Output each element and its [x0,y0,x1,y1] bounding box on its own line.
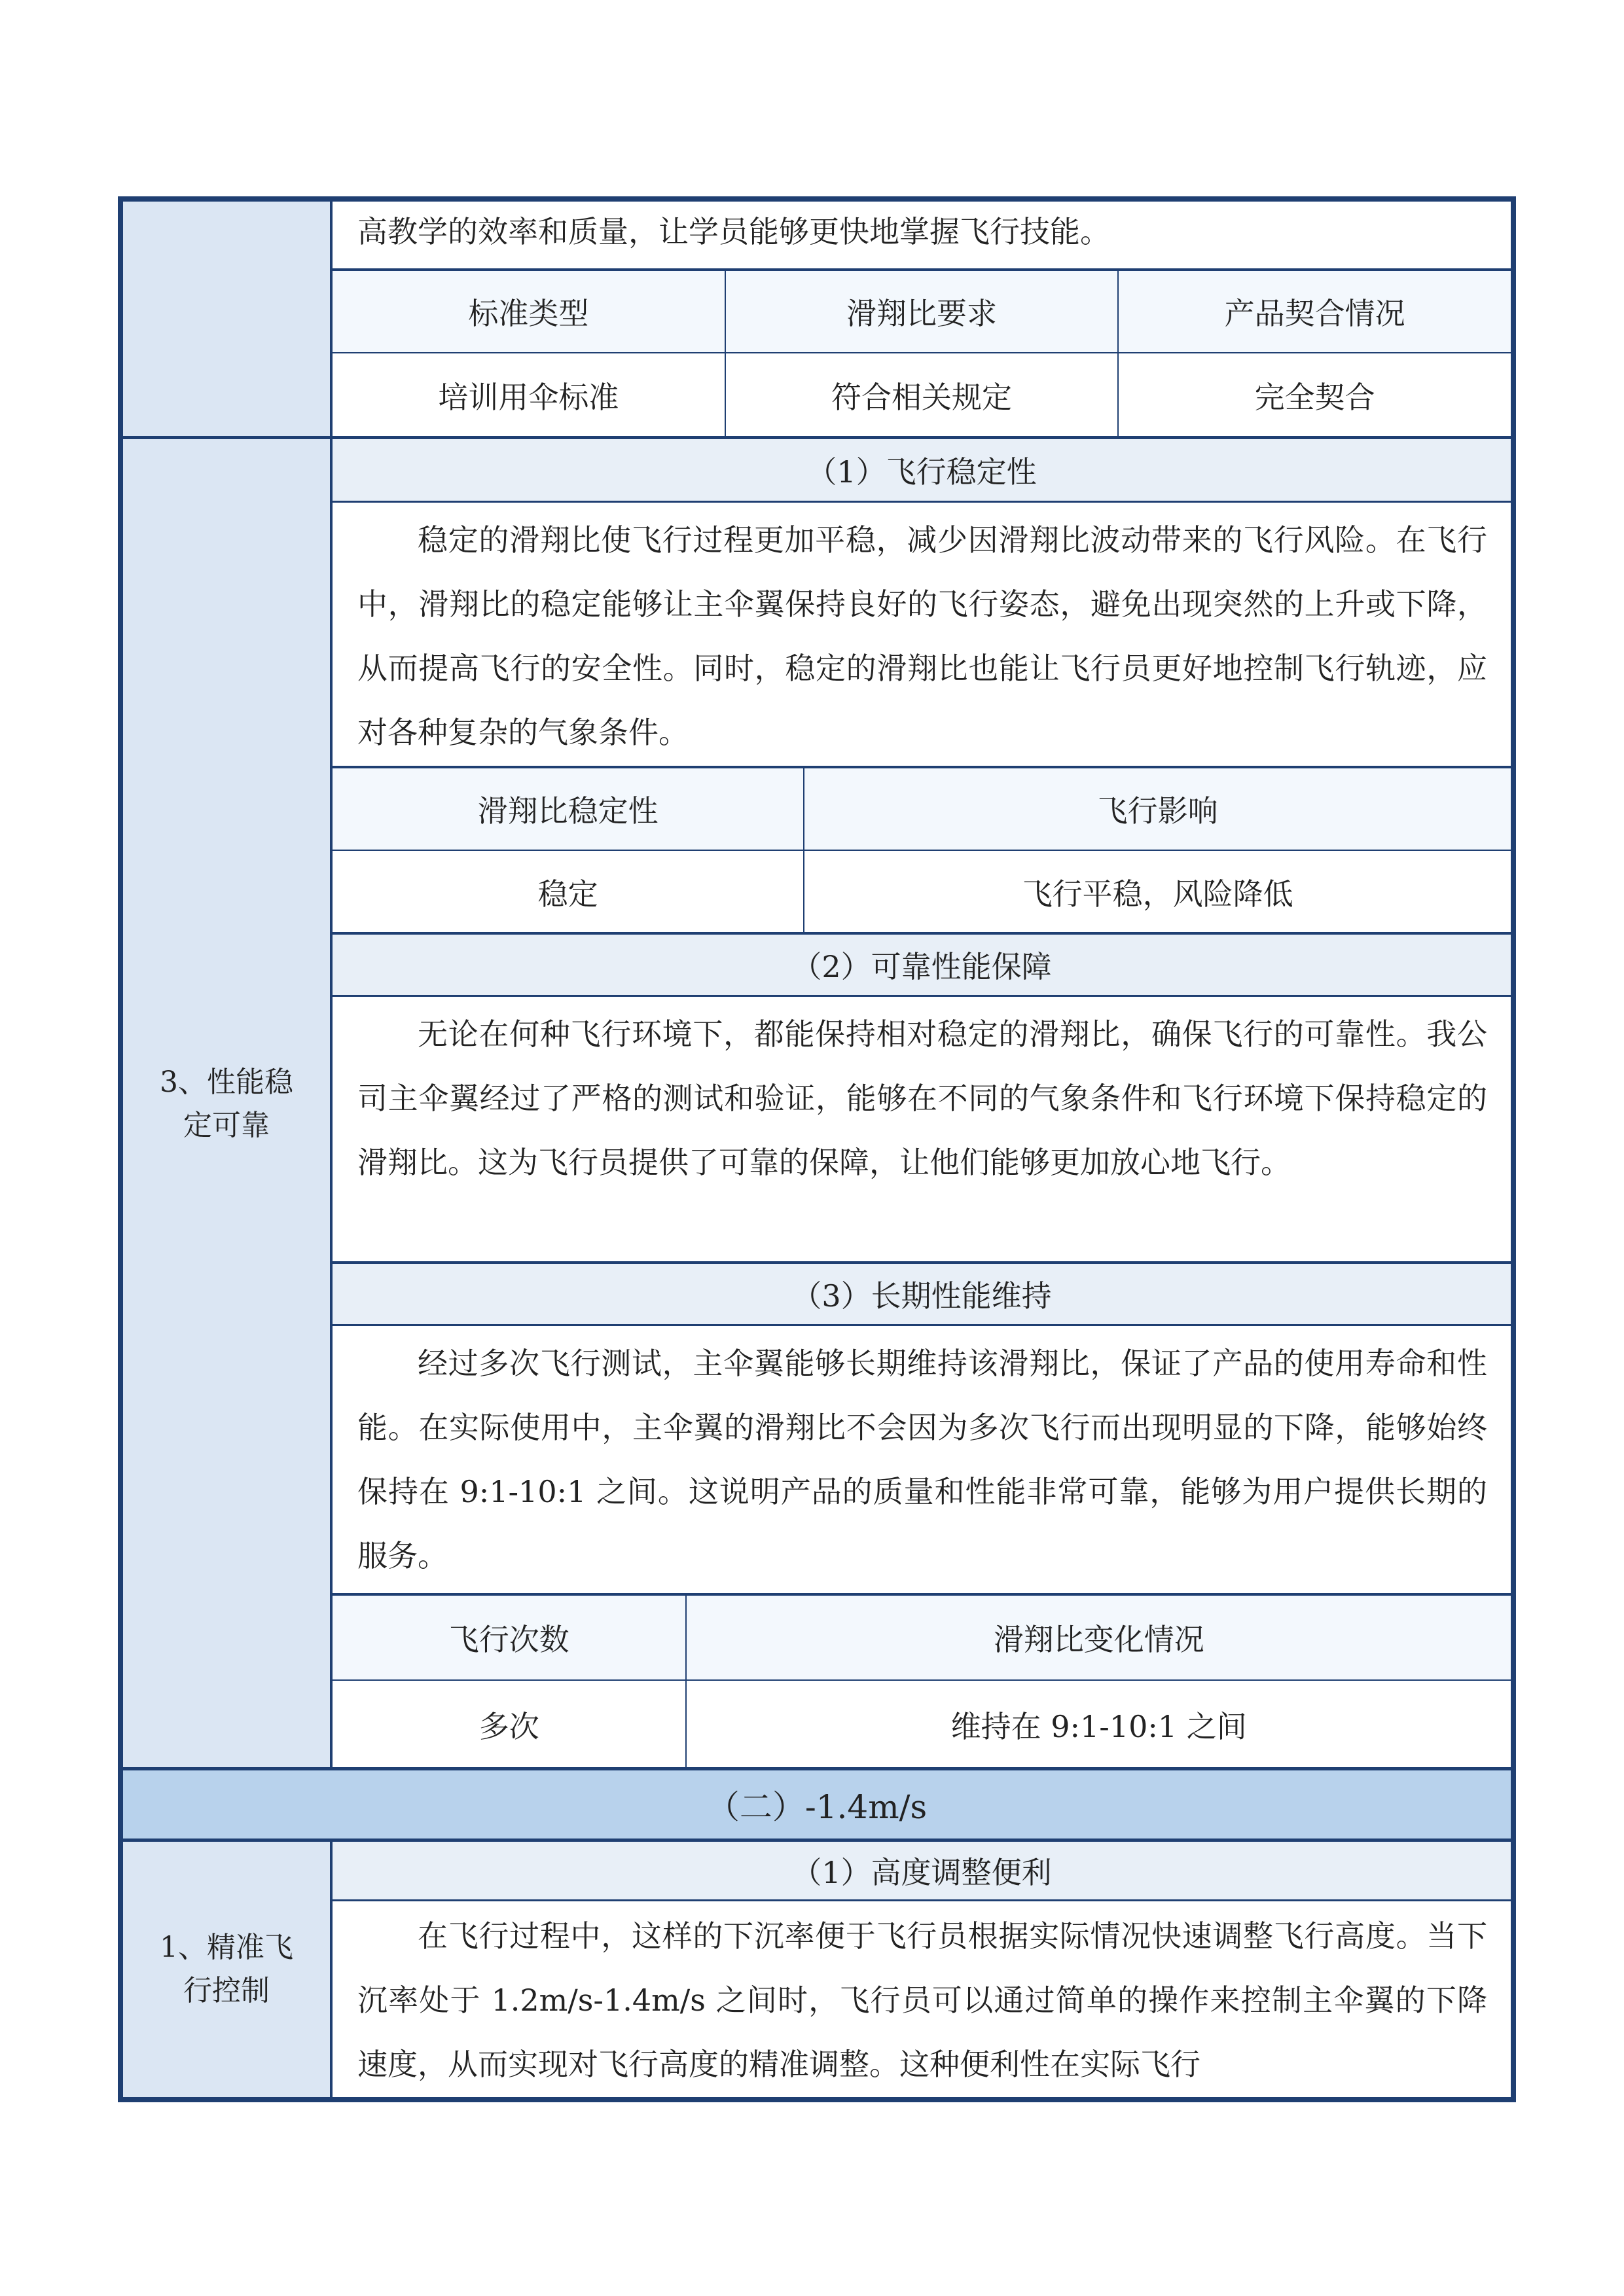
table-cell: 多次 [333,1681,687,1768]
table-cell: 飞行平稳，风险降低 [1022,876,1293,912]
section-label-line: 定可靠 [183,1109,270,1142]
subheading-reliable-performance [333,935,1511,995]
paragraph-altitude-adjustment [333,1901,1511,2097]
standards-table [333,271,1511,436]
subheading-text: （1）飞行稳定性 [806,454,1037,490]
table-header-cell: 飞行次数 [333,1596,687,1679]
continuation-paragraph [333,202,1511,268]
table-header-cell: 产品契合情况 [1224,296,1405,331]
document-table [118,196,1516,2102]
continuation-text: 高教学的效率和质量，让学员能够更快地掌握飞行技能。 [357,214,1110,249]
table-row [333,851,1511,933]
section-label-cell [123,1842,333,2097]
paragraph-long-term-performance [333,1326,1511,1593]
section-label-line: 1、精准飞 [160,1931,293,1964]
paragraph-text: 经过多次飞行测试，主伞翼能够长期维持该滑翔比，保证了产品的使用寿命和性能。在实际使用中，主伞翼的滑翔比不会因为多次飞行而出现明显的下降，能够始终保持在 9:1-10:1 之间。这说明产品的质量和性能非常可靠，能够为用户提供长期的服务。 [357,1346,1487,1573]
table-header-cell: 滑翔比稳定性 [333,768,804,850]
section-title-row [123,1770,1511,1839]
table-cell: 培训用伞标准 [333,353,726,437]
table-header-row [333,1596,1511,1681]
table-row [333,1681,1511,1768]
table-header-row [333,768,1511,851]
table-row [333,353,1511,437]
subheading-text: （1）高度调整便利 [791,1855,1052,1890]
subheading-long-term-performance [333,1264,1511,1324]
paragraph-text: 在飞行过程中，这样的下沉率便于飞行员根据实际情况快速调整飞行高度。当下沉率处于 1.2m/s-1.4m/s 之间时，飞行员可以通过简单的操作来控制主伞翼的下降速度，从而实现对飞行高度的精准调整。这种便利性在实际飞行 [357,1918,1487,2082]
section-label [160,1926,293,2013]
table-cell: 完全契合 [1254,380,1375,415]
table-header-cell: 滑翔比变化情况 [993,1622,1204,1657]
paragraph-reliable-performance [333,997,1511,1261]
subheading-flight-stability [333,439,1511,501]
table-cell: 维持在 9:1-10:1 之间 [950,1709,1247,1744]
table-cell: 符合相关规定 [726,353,1119,437]
section-title: （二）-1.4m/s [706,1788,928,1826]
table-header-cell: 滑翔比要求 [726,271,1119,352]
section-label-cell [123,439,333,1769]
section-label-line: 行控制 [183,1974,270,2007]
subheading-text: （2）可靠性能保障 [791,949,1052,984]
paragraph-flight-stability [333,503,1511,766]
subheading-text: （3）长期性能维持 [791,1278,1052,1314]
subheading-altitude-adjustment [333,1842,1511,1899]
top-left-label-cell [123,202,333,436]
flight-count-table [333,1596,1511,1767]
table-header-row [333,271,1511,353]
table-header-cell: 飞行影响 [1097,793,1218,829]
paragraph-text: 无论在何种飞行环境下，都能保持相对稳定的滑翔比，确保飞行的可靠性。我公司主伞翼经过了严格的测试和验证，能够在不同的气象条件和飞行环境下保持稳定的滑翔比。这为飞行员提供了可靠的保障，让他们能够更加放心地飞行。 [357,1016,1487,1180]
section-label-line: 3、性能稳 [160,1066,293,1099]
paragraph-text: 稳定的滑翔比使飞行过程更加平稳，减少因滑翔比波动带来的飞行风险。在飞行中，滑翔比的稳定能够让主伞翼保持良好的飞行姿态，避免出现突然的上升或下降，从而提高飞行的安全性。同时，稳定的滑翔比也能让飞行员更好地控制飞行轨迹，应对各种复杂的气象条件。 [357,522,1487,750]
section-label [160,1061,293,1147]
table-cell: 稳定 [333,851,804,933]
stability-table [333,768,1511,932]
table-header-cell: 标准类型 [333,271,726,352]
